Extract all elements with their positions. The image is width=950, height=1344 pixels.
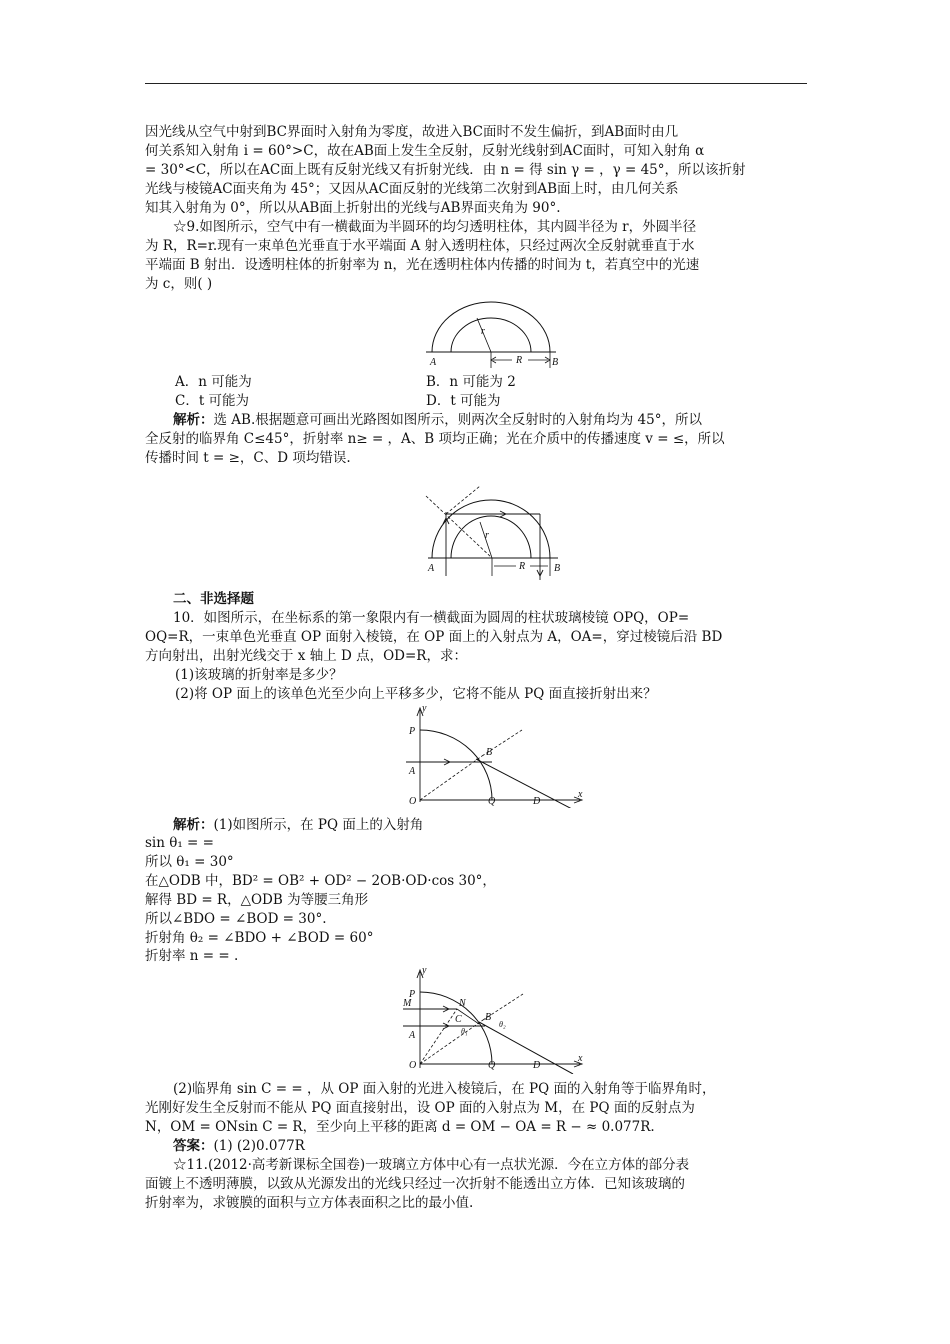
fig-label-theta1: θ₁ xyxy=(461,1027,468,1036)
fig-label-P: P xyxy=(409,989,416,1000)
analysis-step: 所以 θ₁ = 30° xyxy=(145,854,234,870)
fig-label-A: A xyxy=(430,357,437,368)
analysis-label: 解析： xyxy=(173,412,214,428)
q11-line: 面镀上不透明薄膜，以致从光源发出的光线只经过一次折射不能透出立方体．已知该玻璃的 xyxy=(145,1176,685,1192)
q10-line: 10．如图所示，在坐标系的第一象限内有一横截面为圆周的柱状玻璃棱镜 OPQ，OP= xyxy=(173,610,690,626)
q10-line: 方向射出，出射光线交于 x 轴上 D 点，OD=R，求： xyxy=(145,648,467,664)
analysis-step: sin θ₁ = = xyxy=(145,835,214,851)
fig-label-P: P xyxy=(409,726,416,737)
fig-label-B: B xyxy=(486,747,493,758)
q10-analysis-line xyxy=(145,816,807,835)
q9-analysis-line xyxy=(145,411,807,430)
q9-line: ☆9.如图所示，空气中有一横截面为半圆环的均匀透明柱体，其内圆半径为 r，外圆半径 xyxy=(173,219,697,235)
intro-line: 光线与棱镜AC面夹角为 45°；又因从AC面反射的光线第二次射到AB面上时，由几何关系 xyxy=(145,181,679,197)
option-c: C．t 可能为 xyxy=(175,393,250,409)
q9-line: 为 R，R=r.现有一束单色光垂直于水平端面 A 射入透明柱体，只经过两次全反射就垂直于水 xyxy=(145,238,695,254)
q10-sub2: (2)将 OP 面上的该单色光至少向上平移多少，它将不能从 PQ 面直接折射出来？ xyxy=(175,686,657,702)
analysis-step: 折射率 n = = . xyxy=(145,948,239,964)
analysis-step: 解得 BD = R，△ODB 为等腰三角形 xyxy=(145,892,369,908)
q11-line: ☆11.(2012·高考新课标全国卷)一玻璃立方体中心有一点状光源．今在立方体的部分表 xyxy=(173,1157,690,1173)
fig-label-y: y xyxy=(422,965,427,976)
fig-label-B: B xyxy=(552,357,559,368)
intro-line: 何关系知入射角 i = 60°>C，故在AB面上发生全反射，反射光线射到AC面时，可知入射角 α xyxy=(145,143,705,159)
fig-label-C: C xyxy=(455,1014,462,1025)
fig-label-x: x xyxy=(578,789,583,800)
fig-label-N: N xyxy=(459,998,466,1009)
fig-label-r: r xyxy=(481,326,485,337)
fig-label-D: D xyxy=(533,796,541,807)
option-b: B．n 可能为 2 xyxy=(426,374,516,390)
answer-label: 答案： xyxy=(173,1138,214,1154)
q9-analysis-line: 传播时间 t = ≥，C、D 项均错误. xyxy=(145,450,351,466)
fig-label-B: B xyxy=(554,563,561,574)
q10-figure xyxy=(400,702,590,808)
q10-sub1: (1)该玻璃的折射率是多少？ xyxy=(175,667,343,683)
part2-line: (2)临界角 sin C = = ，从 OP 面入射的光进入棱镜后，在 PQ 面的入射角等于临界角时， xyxy=(173,1081,716,1097)
option-a: A．n 可能为 xyxy=(175,374,252,390)
fig-label-A: A xyxy=(409,766,416,777)
intro-line: 知其入射角为 0°，所以从AB面上折射出的光线与AB界面夹角为 90°. xyxy=(145,200,561,216)
q10-line: OQ=R，一束单色光垂直 OP 面射入棱镜，在 OP 面上的入射点为 A，OA=，穿过棱镜后沿 BD xyxy=(145,629,723,645)
fig-label-r: r xyxy=(485,530,489,541)
q9-figure-light-path xyxy=(420,484,570,580)
fig-label-O: O xyxy=(409,1060,417,1071)
fig-label-M: M xyxy=(403,998,412,1009)
fig-label-D: D xyxy=(533,1060,541,1071)
fig-label-A: A xyxy=(409,1030,416,1041)
fig-label-y: y xyxy=(422,703,427,714)
fig-label-B: B xyxy=(485,1012,492,1023)
fig-label-Q: Q xyxy=(488,1060,496,1071)
analysis-step: 折射角 θ₂ = ∠BDO + ∠BOD = 60° xyxy=(145,930,374,946)
analysis-step: 在△ODB 中，BD² = OB² + OD² − 2OB·OD·cos 30°， xyxy=(145,873,496,889)
fig-label-R: R xyxy=(519,561,526,572)
q9-figure-semicircle-ring xyxy=(420,296,570,370)
answer-line xyxy=(145,1137,807,1156)
q11-line: 折射率为，求镀膜的面积与立方体表面积之比的最小值. xyxy=(145,1195,474,1211)
intro-line: = 30°<C，所以在AC面上既有反射光线又有折射光线．由 n = 得 sin γ = ，γ = 45°，所以该折射 xyxy=(145,162,746,178)
fig-label-x: x xyxy=(578,1053,583,1064)
q9-analysis-line: 全反射的临界角 C≤45°，折射率 n≥ = ，A、B 项均正确；光在介质中的传播速度 v = ≤，所以 xyxy=(145,431,725,447)
fig-label-R: R xyxy=(516,355,523,366)
section-title: 二、非选择题 xyxy=(173,591,254,607)
analysis-text: (1)如图所示，在 PQ 面上的入射角 xyxy=(213,817,424,833)
answer-text: (1) (2)0.077R xyxy=(213,1138,305,1154)
part2-line: 光刚好发生全反射而不能从 PQ 面直接射出，设 OP 面的入射点为 M，在 PQ 面的反射点为 xyxy=(145,1100,695,1116)
q9-line: 为 c，则( ) xyxy=(145,276,213,292)
analysis-text: 选 AB.根据题意可画出光路图如图所示，则两次全反射时的入射角均为 45°，所以 xyxy=(213,412,702,428)
intro-line: 因光线从空气中射到BC界面时入射角为零度，故进入BC面时不发生偏折，到AB面时由几 xyxy=(145,124,679,140)
option-d: D．t 可能为 xyxy=(426,393,501,409)
fig-label-theta2: θ₂ xyxy=(499,1020,506,1029)
q10-figure-critical xyxy=(395,964,590,1074)
analysis-step: 所以∠BDO = ∠BOD = 30°. xyxy=(145,911,327,927)
q9-line: 平端面 B 射出．设透明柱体的折射率为 n，光在透明柱体内传播的时间为 t，若真空中的光速 xyxy=(145,257,700,273)
fig-label-Q: Q xyxy=(488,796,496,807)
analysis-label: 解析： xyxy=(173,817,214,833)
fig-label-A: A xyxy=(428,563,435,574)
header-rule xyxy=(145,83,807,84)
fig-label-O: O xyxy=(409,796,417,807)
part2-line: N，OM = ONsin C = R，至少向上平移的距离 d = OM − OA = R − ≈ 0.077R. xyxy=(145,1119,655,1135)
